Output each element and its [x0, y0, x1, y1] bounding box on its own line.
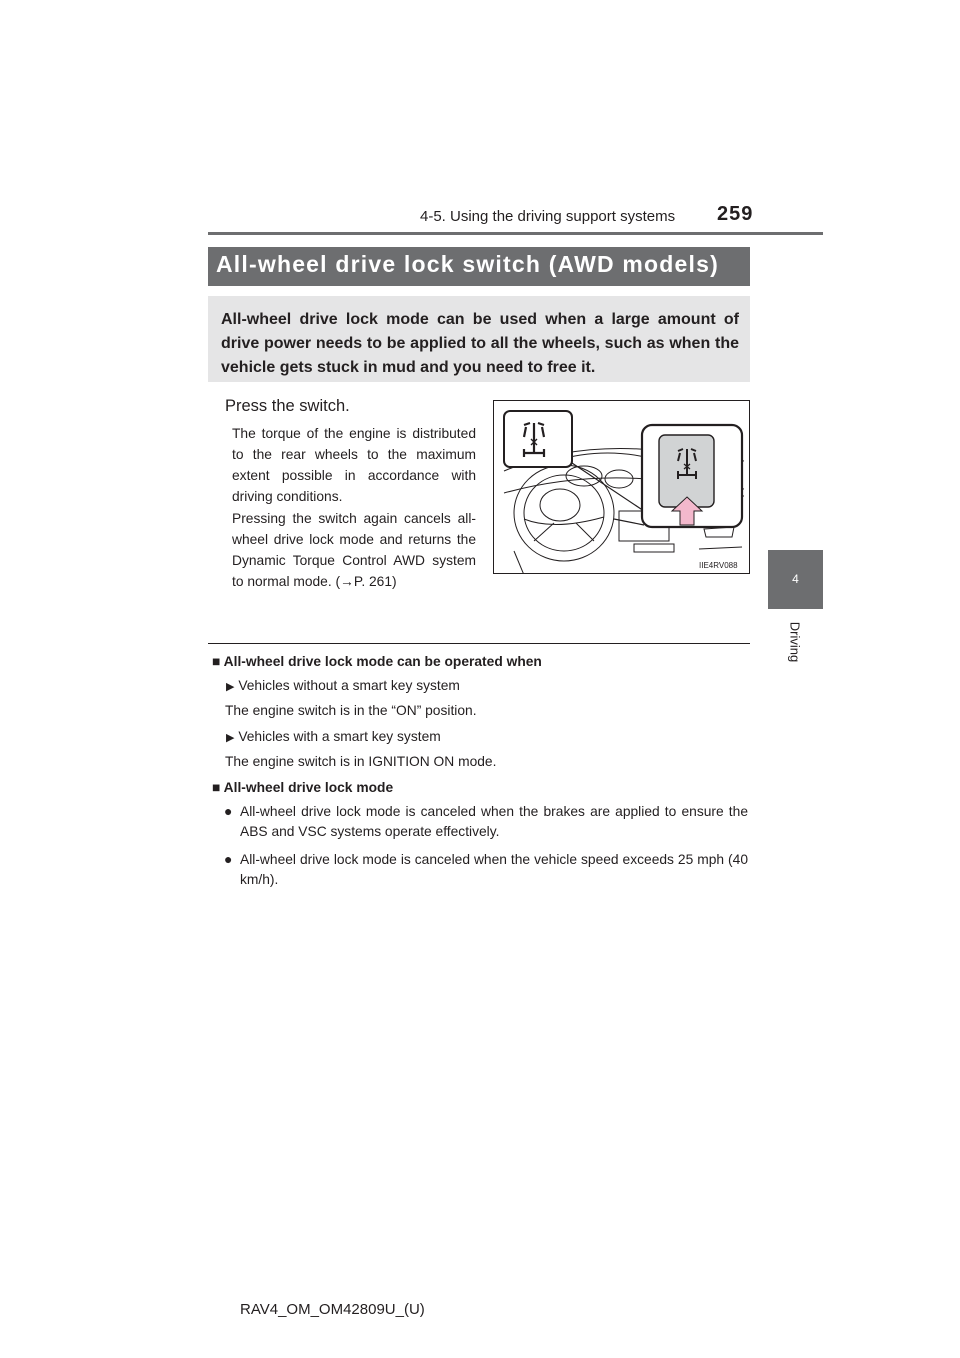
step-description-1: The torque of the engine is distributed to the rear wheels to the maximum extent possible in accordance with driving conditions. — [232, 426, 476, 504]
chapter-number: 4 — [792, 572, 799, 586]
intro-text: All-wheel drive lock mode can be used when a large amount of drive power needs to be applied to all the wheels, such as when the vehicle gets stuck in mud and you need to free it. — [221, 311, 739, 376]
running-header: 4-5. Using the driving support systems — [420, 208, 676, 225]
page-number: 259 — [717, 203, 754, 225]
condition-smart-key: ▶ Vehicles with a smart key system — [226, 729, 441, 744]
chapter-tab — [768, 550, 823, 609]
notes-rule — [208, 643, 750, 644]
chapter-label: Driving — [787, 621, 803, 663]
circle-bullet-icon: ● — [224, 803, 233, 819]
note-heading-operation: ■ All-wheel drive lock mode can be operated when — [212, 654, 542, 669]
step-description-2: Pressing the switch again cancels all-wheel drive lock mode and returns the Dynamic Torque Control AWD system to normal mode. (→P. 261) — [232, 511, 476, 589]
intro-box — [208, 296, 750, 382]
header-rule — [208, 232, 823, 235]
section-title: All-wheel drive lock switch (AWD models) — [216, 251, 719, 277]
triangle-bullet-icon: ▶ — [226, 732, 235, 744]
lock-mode-note-2: All-wheel drive lock mode is canceled when the vehicle speed exceeds 25 mph (40 km/h). — [240, 852, 748, 887]
condition-smart-key-text: The engine switch is in IGNITION ON mode. — [225, 754, 497, 769]
circle-bullet-icon: ● — [224, 851, 233, 867]
square-bullet-icon: ■ — [212, 780, 221, 795]
condition-no-smart-key: ▶ Vehicles without a smart key system — [226, 678, 460, 693]
awd-lock-switch-illustration — [493, 400, 750, 574]
square-bullet-icon: ■ — [212, 654, 221, 669]
note-heading-lock-mode: ■ All-wheel drive lock mode — [212, 780, 394, 795]
condition-no-smart-key-text: The engine switch is in the “ON” position. — [225, 703, 477, 718]
document-code: RAV4_OM_OM42809U_(U) — [240, 1301, 425, 1318]
lock-mode-note-1: All-wheel drive lock mode is canceled when the brakes are applied to ensure the ABS and VSC systems operate effectively. — [240, 804, 748, 839]
section-banner — [208, 247, 750, 286]
triangle-bullet-icon: ▶ — [226, 681, 235, 693]
step-instruction: Press the switch. — [225, 397, 350, 415]
illustration-code: IIE4RV088 — [699, 561, 738, 570]
dashboard-drawing — [494, 401, 750, 574]
